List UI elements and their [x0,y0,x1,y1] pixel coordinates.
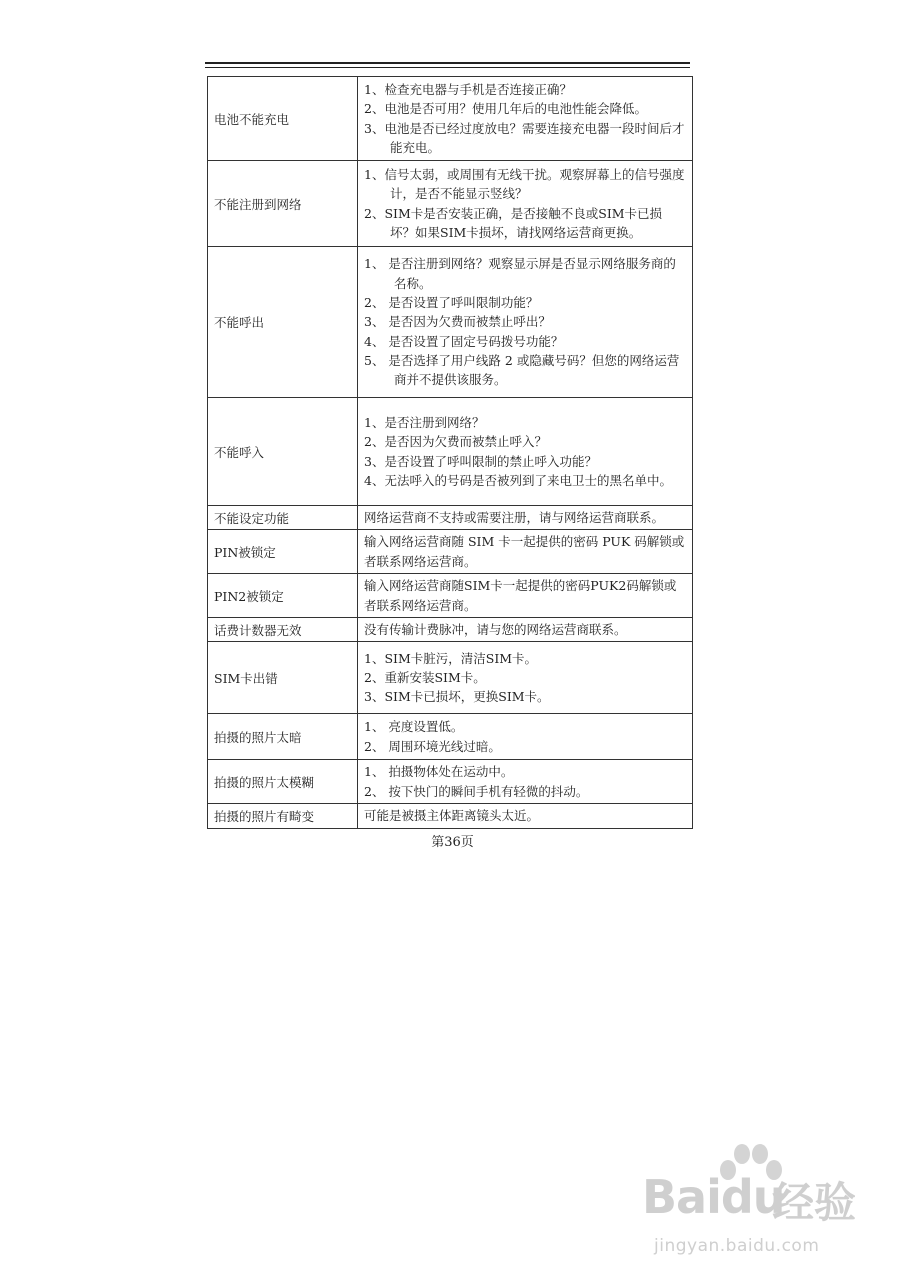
solution-line: 3、SIM卡已损坏，更换SIM卡。 [364,689,550,705]
problem-cell: 不能呼入 [208,398,358,506]
table-row [208,617,693,641]
solution-line: 1、检查充电器与手机是否连接正确？ [364,81,572,97]
solution-cell [358,398,693,506]
solution-line: 4、 是否设置了固定号码拨号功能？ [364,333,564,349]
problem-cell: 不能呼出 [208,247,358,398]
solution-line: 没有传输计费脉冲，请与您的网络运营商联系。 [364,621,627,637]
solution-line: 1、 亮度设置低。 [364,719,464,735]
table-row [208,530,693,574]
problem-cell: 拍摄的照片有畸变 [208,804,358,828]
solution-cell [358,574,693,618]
header-rule-thick [205,62,690,64]
solution-cell [358,714,693,760]
table-row [208,804,693,828]
solution-cell [358,77,693,161]
solution-cell [358,804,693,828]
table-row [208,247,693,398]
solution-cell [358,161,693,247]
solution-line: 1、信号太弱，或周围有无线干扰。观察屏幕上的信号强度计，是否不能显示竖线？ [364,166,685,202]
solution-cell [358,617,693,641]
solution-cell [358,247,693,398]
table-row [208,642,693,714]
solution-line: 5、 是否选择了用户线路 2 或隐藏号码？但您的网络运营商并不提供该服务。 [364,353,680,388]
solution-line: 网络运营商不支持或需要注册，请与网络运营商联系。 [364,510,665,525]
troubleshooting-table [207,76,693,829]
solution-line: 2、是否因为欠费而被禁止呼入？ [364,434,547,450]
solution-line: 3、电池是否已经过度放电？需要连接充电器一段时间后才能充电。 [364,120,685,155]
table-row [208,760,693,804]
problem-cell: 拍摄的照片太模糊 [208,760,358,804]
table-row [208,714,693,760]
problem-cell: 话费计数器无效 [208,617,358,641]
problem-cell: 不能设定功能 [208,506,358,530]
solution-line: 1、 是否注册到网络？观察显示屏是否显示网络服务商的名称。 [364,256,676,291]
solution-line: 2、 周围环境光线过暗。 [364,738,501,754]
problem-cell: 拍摄的照片太暗 [208,714,358,760]
solution-line: 4、无法呼入的号码是否被列到了来电卫士的黑名单中。 [364,472,672,488]
table-row [208,161,693,247]
solution-line: 1、 拍摄物体处在运动中。 [364,764,514,780]
baidu-watermark [632,1140,902,1270]
problem-cell: 电池不能充电 [208,77,358,161]
solution-line: 输入网络运营商随 SIM 卡一起提供的密码 PUK 码解锁或者联系网络运营商。 [364,534,685,569]
problem-cell: PIN2被锁定 [208,574,358,618]
solution-line: 输入网络运营商随SIM卡一起提供的密码PUK2码解锁或者联系网络运营商。 [364,578,677,613]
table-row [208,77,693,161]
solution-line: 2、 按下快门的瞬间手机有轻微的抖动。 [364,783,589,799]
page-number: 第36页 [431,835,474,850]
table-row [208,398,693,506]
watermark-logo: Baidu [642,1170,785,1224]
solution-cell [358,506,693,530]
solution-cell [358,642,693,714]
header-rule-thin [205,67,690,68]
solution-line: 2、 是否设置了呼叫限制功能？ [364,294,539,310]
solution-line: 2、SIM卡是否安装正确，是否接触不良或SIM卡已损坏？如果SIM卡损坏，请找网络运营商更换。 [364,205,663,240]
watermark-cn: 经验 [772,1178,857,1227]
solution-cell [358,760,693,804]
watermark-url: jingyan.baidu.com [654,1236,820,1256]
solution-line: 2、电池是否可用？使用几年后的电池性能会降低。 [364,101,647,117]
table-row [208,574,693,618]
problem-cell: PIN被锁定 [208,530,358,574]
problem-cell: 不能注册到网络 [208,161,358,247]
solution-cell [358,530,693,574]
problem-cell: SIM卡出错 [208,642,358,714]
table-row [208,506,693,530]
solution-line: 1、是否注册到网络？ [364,414,485,430]
solution-line: 可能是被摄主体距离镜头太近。 [364,808,540,824]
solution-line: 1、SIM卡脏污，清洁SIM卡。 [364,650,538,666]
solution-line: 3、是否设置了呼叫限制的禁止呼入功能？ [364,453,597,469]
solution-line: 3、 是否因为欠费而被禁止呼出？ [364,314,551,330]
solution-line: 2、重新安装SIM卡。 [364,670,486,686]
